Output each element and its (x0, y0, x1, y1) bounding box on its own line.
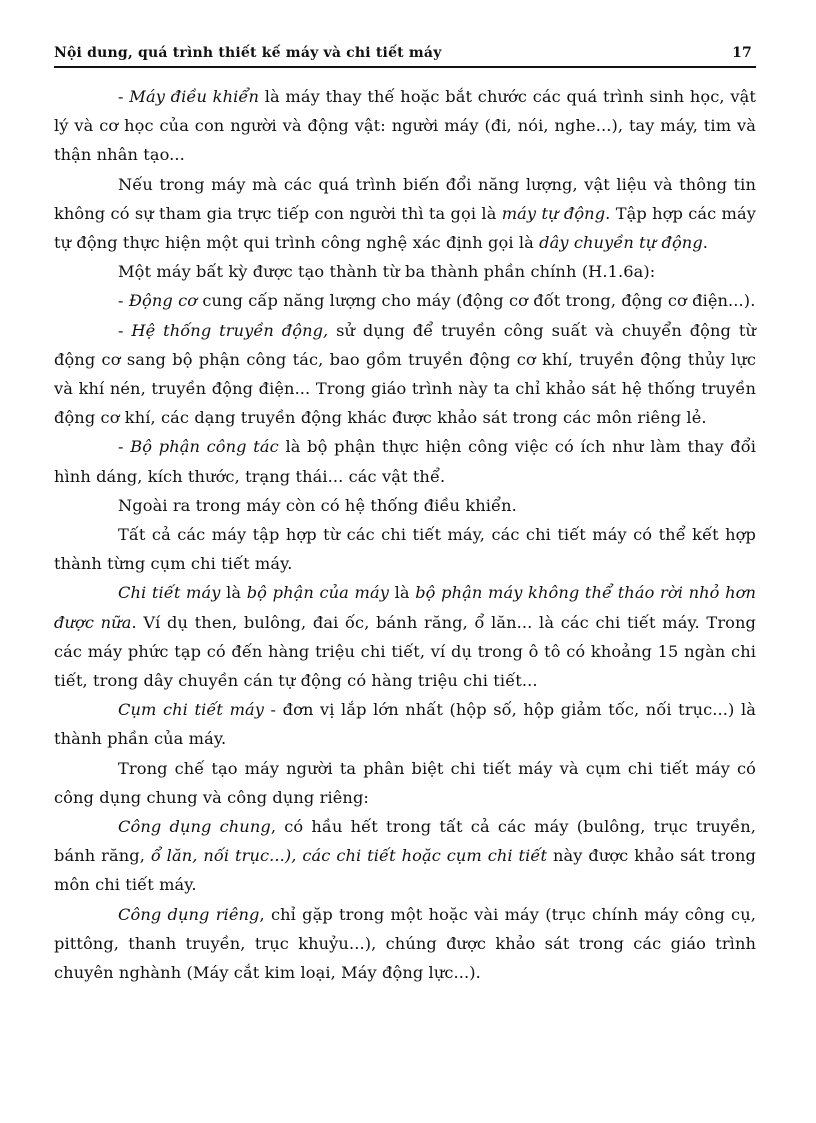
emphasis-text: máy tự động (501, 203, 606, 223)
paragraph (54, 432, 756, 490)
paragraph-text: Một máy bất kỳ được tạo thành từ ba thành phần chính (H.1.6a): (118, 262, 656, 282)
paragraph (54, 754, 756, 812)
paragraph-text: Nếu trong máy mà các quá trình biến đổi năng lượng, vật liệu và thông tin không có sự tham gia trực tiếp con người thì ta gọi là (54, 174, 756, 223)
paragraph (54, 491, 756, 520)
paragraph-text: - (118, 87, 130, 106)
paragraph-text: . (702, 233, 709, 253)
paragraph-text: . Tập hợp các máy tự động thực hiện một qui trình công nghệ xác định gọi là (54, 203, 756, 253)
running-head (54, 40, 756, 68)
paragraph-text: Trong chế tạo máy người ta phân biệt chi tiết máy và cụm chi tiết máy có công dụng chung và công dụng riêng: (54, 758, 756, 807)
paragraph-text: cung cấp năng lượng cho máy (động cơ đốt trong, động cơ điện...). (197, 291, 756, 311)
paragraph (54, 257, 756, 286)
emphasis-text: bộ phận máy không thể tháo rời nhỏ hơn được nữa (54, 583, 756, 632)
emphasis-text: dây chuyền tự động (539, 233, 703, 253)
paragraph (54, 520, 756, 578)
paragraph-text: , có hầu hết trong tất cả các máy (bulông, trục truyền, bánh răng, (54, 817, 756, 866)
running-head-title: Nội dung, quá trình thiết kế máy và chi tiết máy (54, 45, 442, 61)
paragraph (54, 170, 756, 258)
paragraph-text: Tất cả các máy tập hợp từ các chi tiết máy, các chi tiết máy có thể kết hợp thành từng cụm chi tiết máy. (54, 525, 756, 574)
paragraph-text: là máy thay thế hoặc bắt chước các quá trình sinh học, vật lý và cơ học của con người và động vật: người máy (đi, nói, nghe...), tay máy, tim và thận nhân tạo... (54, 87, 756, 165)
paragraph-text: này được khảo sát trong môn chi tiết máy. (54, 846, 757, 895)
emphasis-text: Bộ phận công tác (130, 437, 279, 457)
paragraph-text: . Ví dụ then, bulông, đai ốc, bánh răng, ổ lăn... là các chi tiết máy. Trong các máy phức tạp có đến hàng triệu chi tiết, ví dụ trong ô tô có khoảng 15 ngàn chi tiết, trong dây chuyền cán tự động có hàng triệu chi tiết... (54, 612, 756, 691)
paragraph-text: là bộ phận thực hiện công việc có ích như làm thay đổi hình dáng, kích thước, trạng thái... các vật thể. (54, 437, 756, 486)
emphasis-text: ổ lăn, nối trục...), các chi tiết hoặc cụm chi tiết (150, 846, 548, 866)
emphasis-text: bộ phận của máy (246, 583, 389, 603)
emphasis-text: Hệ thống truyền động, (131, 320, 329, 340)
emphasis-text: Máy điều khiển (129, 87, 259, 106)
paragraph (54, 900, 756, 988)
paragraph-text: - (118, 291, 129, 311)
paragraph-text: Ngoài ra trong máy còn có hệ thống điều khiển. (118, 495, 517, 515)
paragraph-text: là (220, 583, 247, 603)
paragraph (54, 695, 756, 753)
paragraph (54, 578, 756, 695)
paragraph-text: - (118, 437, 131, 457)
paragraph (54, 812, 756, 900)
paragraph (54, 286, 756, 315)
paragraph (54, 316, 756, 433)
paragraph (54, 82, 756, 170)
emphasis-text: Công dụng chung (118, 817, 271, 837)
body-text (54, 82, 756, 987)
emphasis-text: Chi tiết máy (118, 583, 221, 603)
emphasis-text: Công dụng riêng (118, 904, 260, 924)
paragraph-text: sử dụng để truyền công suất và chuyển động từ động cơ sang bộ phận công tác, bao gồm truyền động cơ khí, truyền động thủy lực và khí nén, truyền động điện... Trong giáo trình này ta chỉ khảo sát hệ thống truyền động cơ khí, các dạng truyền động khác được khảo sát trong các môn riêng lẻ. (54, 320, 756, 428)
paragraph-text: là (388, 583, 416, 603)
paragraph-text: - đơn vị lắp lớn nhất (hộp số, hộp giảm tốc, nối trục...) là thành phần của máy. (54, 700, 756, 749)
page-number: 17 (732, 45, 752, 61)
paragraph-text: , chỉ gặp trong một hoặc vài máy (trục chính máy công cụ, pittông, thanh truyền, trục khuỷu...), chúng được khảo sát trong các giáo trình chuyên nghành (Máy cắt kim loại, Máy động lực...). (54, 904, 756, 983)
emphasis-text: Cụm chi tiết máy (118, 700, 265, 720)
emphasis-text: Động cơ (128, 291, 198, 311)
paragraph-text: - (118, 320, 132, 340)
